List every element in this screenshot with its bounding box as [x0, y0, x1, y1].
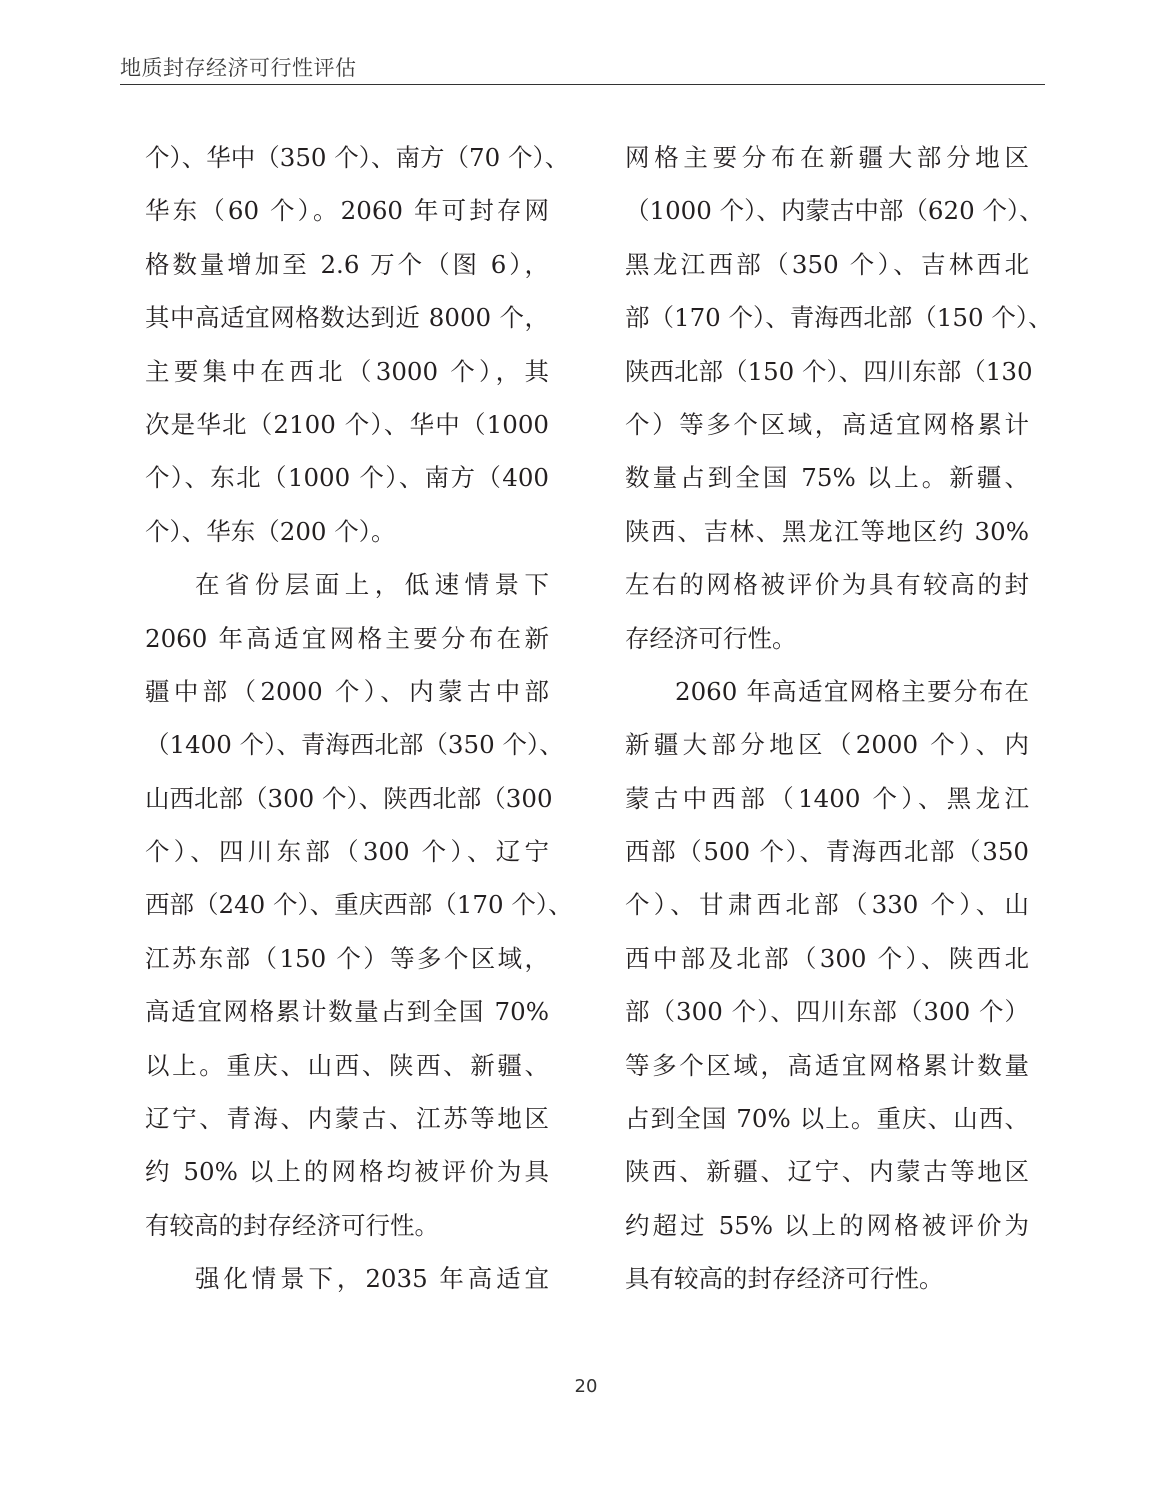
- text-line: 蒙古中西部（1400 个）、黑龙江: [625, 783, 1029, 813]
- text-line: 陕西、新疆、辽宁、内蒙古等地区: [625, 1157, 1029, 1187]
- text-line: 部（300 个）、四川东部（300 个）: [625, 997, 1029, 1027]
- text-line: 以上。重庆、山西、陕西、新疆、: [145, 1050, 549, 1080]
- text-line: 高适宜网格累计数量占到全国 70%: [145, 997, 549, 1027]
- text-line: 陕西北部（150 个）、四川东部（130: [625, 356, 1033, 386]
- text-line: 黑龙江西部（350 个）、吉林西北: [625, 249, 1029, 279]
- text-line: 个）、华中（350 个）、南方（70 个）、: [145, 143, 570, 172]
- text-line: 2060 年高适宜网格主要分布在新: [145, 623, 549, 653]
- text-line: 华东（60 个）。2060 年可封存网: [145, 196, 549, 226]
- text-line: 山西北部（300 个）、陕西北部（300: [145, 783, 553, 813]
- text-line: 个）、四川东部（300 个）、辽宁: [145, 837, 549, 867]
- text-line: 个）、甘肃西北部（330 个）、山: [625, 890, 1029, 920]
- text-line: 疆中部（2000 个）、内蒙古中部: [145, 676, 549, 706]
- header-divider: [120, 84, 1045, 85]
- text-line: 其中高适宜网格数达到近 8000 个，: [145, 303, 549, 333]
- text-line: （1400 个）、青海西北部（350 个）、: [145, 730, 564, 760]
- text-line: 个）、华东（200 个）。: [145, 516, 396, 546]
- text-line: 辽宁、青海、内蒙古、江苏等地区: [145, 1104, 549, 1134]
- running-header-title: 地质封存经济可行性评估: [120, 56, 357, 80]
- text-line: （1000 个）、内蒙古中部（620 个）、: [625, 196, 1044, 226]
- text-line: 有较高的封存经济可行性。: [145, 1210, 439, 1240]
- text-line: 等多个区域，高适宜网格累计数量: [625, 1050, 1029, 1080]
- paragraph-first-line: 在省份层面上，低速情景下: [195, 570, 549, 600]
- text-line: 左右的网格被评价为具有较高的封: [625, 570, 1029, 600]
- text-line: 江苏东部（150 个）等多个区域，: [145, 943, 549, 973]
- text-line: 个）等多个区域，高适宜网格累计: [625, 409, 1029, 439]
- text-line: 约超过 55% 以上的网格被评价为: [625, 1210, 1029, 1240]
- text-line: 占到全国 70% 以上。重庆、山西、: [625, 1104, 1029, 1134]
- right-text-column: [625, 131, 1053, 1306]
- text-line: 次是华北（2100 个）、华中（1000: [145, 409, 549, 439]
- text-line: 约 50% 以上的网格均被评价为具: [145, 1157, 549, 1187]
- text-line: 主要集中在西北（3000 个），其: [145, 356, 549, 386]
- text-line: 陕西、吉林、黑龙江等地区约 30%: [625, 516, 1029, 546]
- left-text-column: [145, 131, 573, 1306]
- text-line: 西部（500 个）、青海西北部（350: [625, 837, 1029, 867]
- page-number: 20: [574, 1376, 598, 1397]
- text-line: 个）、东北（1000 个）、南方（400: [145, 463, 549, 493]
- text-line: 存经济可行性。: [625, 623, 797, 653]
- text-line: 部（170 个）、青海西北部（150 个）、: [625, 303, 1053, 333]
- text-line: 数量占到全国 75% 以上。新疆、: [625, 463, 1029, 493]
- paragraph-first-line: 2060 年高适宜网格主要分布在: [675, 676, 1029, 706]
- text-line: 新疆大部分地区（2000 个）、内: [625, 730, 1029, 760]
- text-line: 网格主要分布在新疆大部分地区: [625, 143, 1029, 172]
- text-line: 格数量增加至 2.6 万个（图 6），: [145, 249, 549, 279]
- text-line: 西部（240 个）、重庆西部（170 个）、: [145, 890, 573, 920]
- text-line: 具有较高的封存经济可行性。: [625, 1264, 944, 1294]
- text-line: 西中部及北部（300 个）、陕西北: [625, 943, 1029, 973]
- paragraph-first-line: 强化情景下，2035 年高适宜: [195, 1264, 549, 1294]
